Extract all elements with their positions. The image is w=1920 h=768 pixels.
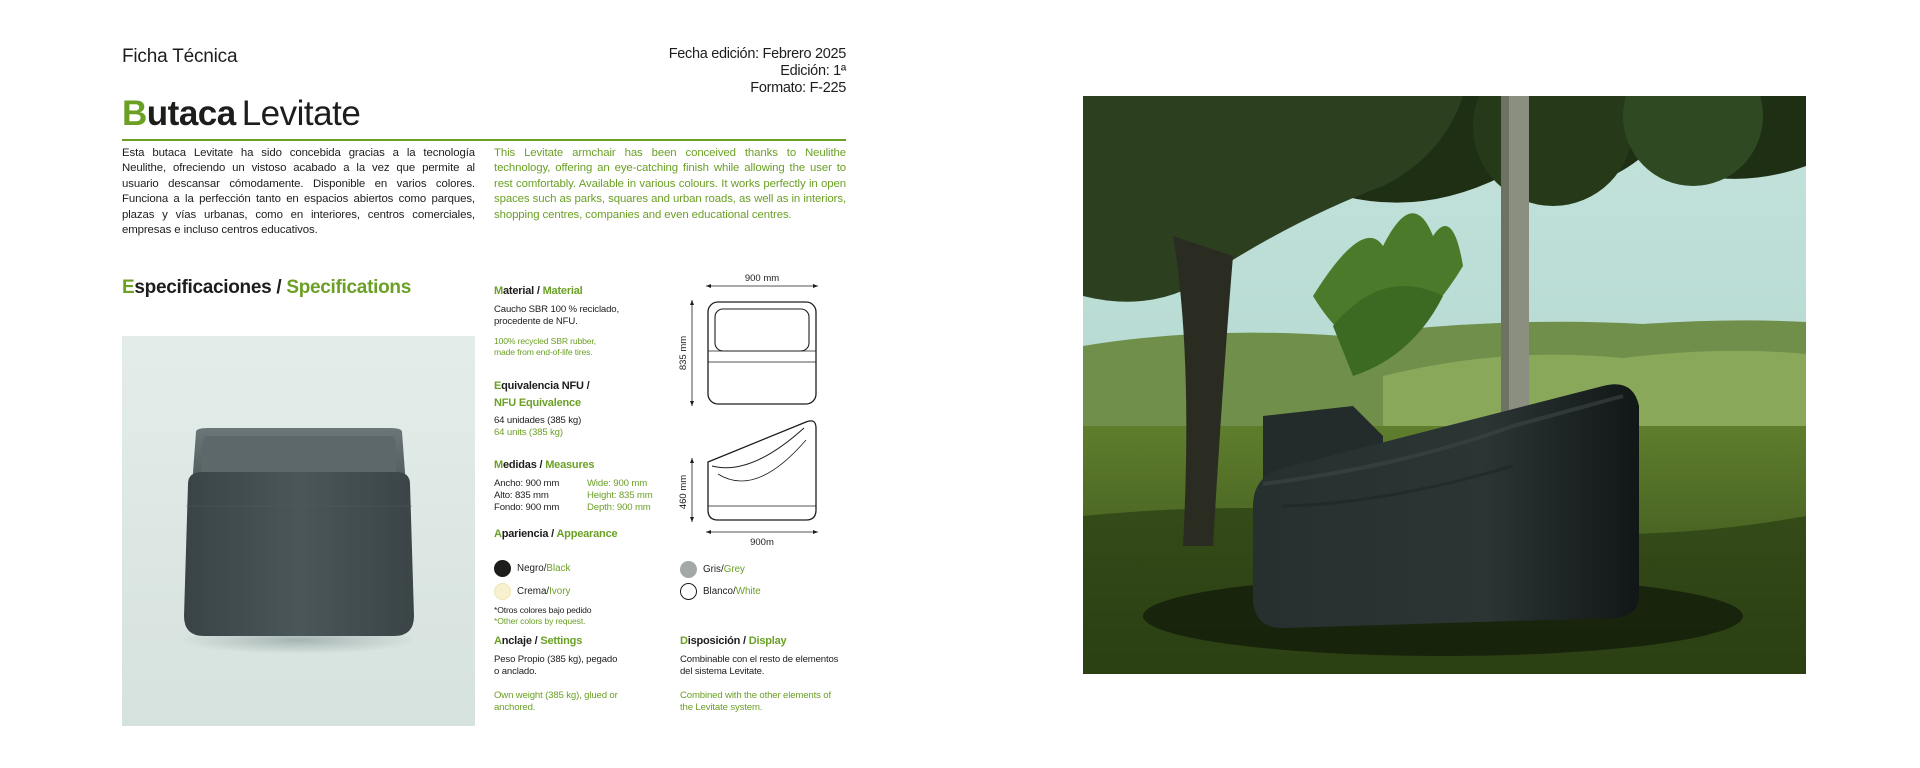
measures-section [494,457,664,514]
outdoor-scene-photo [1083,96,1806,674]
settings-text-es: Peso Propio (385 kg), pegado o anclado. [494,654,618,677]
measures-text-es: Ancho: 900 mm Alto: 835 mm Fondo: 900 mm [494,478,560,513]
side-height-label: 460 mm [678,474,689,510]
intro-text-es: Esta butaca Levitate ha sido concebida gracias a la tecnología Neulithe, ofreciendo un vistoso acabado a la vez que permite al usuario descansar cómodamente. Disponible en varios colores. Funciona a la perfección tanto en espacios abiertos como parques, plazas y vías urbanas, como en interiores, centros comerciales, empresas e incluso centros educativos. [122,147,475,237]
specs-initial: E [122,277,135,298]
title-rule [122,139,846,141]
title-word2: Levitate [241,94,361,133]
measures-heading: Medidas / Measures [494,459,595,471]
nfu-section [494,378,664,439]
material-text-en: 100% recycled SBR rubber, made from end-of-life tires. [494,336,596,357]
top-width-label: 900 mm [744,273,780,284]
color-swatch-black [494,560,511,577]
title-initial: B [122,94,147,133]
material-heading: Material / Material [494,285,583,297]
side-view [708,421,816,520]
technical-drawing [666,270,846,550]
color-option-black: Negro / Black [494,558,570,578]
display-heading: Disposición / Display [680,635,787,647]
product-render-image [122,336,475,726]
display-text-es: Combinable con el resto de elementos del sistema Levitate. [680,654,839,677]
nfu-text-es: 64 unidades (385 kg) [494,415,582,426]
title-word1: utaca [146,94,236,133]
specs-title-en: Specifications [286,277,411,298]
colors-note-es: *Otros colores bajo pedido [494,605,592,615]
front-view [708,302,816,404]
edition-number: Edición: 1ª [780,63,846,79]
settings-section [494,633,664,714]
color-swatch-white [680,583,697,600]
color-swatch-grey [680,561,697,578]
color-option-ivory: Crema / Ivory [494,581,570,601]
specifications-title [122,277,411,299]
color-swatch-ivory [494,583,511,600]
appearance-heading: Apariencia / Appearance [494,528,618,540]
specs-sep: / [271,277,287,298]
colors-note-en: *Other colors by request. [494,616,586,626]
display-section [680,633,850,714]
measures-text-en: Wide: 900 mm Height: 835 mm Depth: 900 mm [587,478,653,513]
format-code: Formato: F-225 [750,80,846,96]
intro-text-en: This Levitate armchair has been conceived thanks to Neulithe technology, offering an eye-catching finish while allowing the user to rest comfortably. Available in various colours. It works perfectly in open spaces such as parks, squares and urban roads, as well as in interiors, shopping centres, companies and even educational centres. [494,147,846,221]
front-height-label: 835 mm [678,335,689,371]
color-option-grey: Gris / Grey [680,559,745,579]
color-option-white: Blanco / White [680,581,761,601]
settings-text-en: Own weight (385 kg), glued or anchored. [494,690,618,713]
document-meta [669,46,846,97]
material-text-es: Caucho SBR 100 % reciclado, procedente de NFU. [494,304,620,327]
edition-date: Fecha edición: Febrero 2025 [668,46,846,62]
document-type: Ficha Técnica [122,46,238,67]
display-text-en: Combined with the other elements of the Levitate system. [680,690,831,713]
specs-title-es: specificaciones [134,277,272,298]
nfu-heading-es: Equivalencia NFU / [494,380,590,392]
product-title [122,94,360,134]
material-section [494,283,664,358]
nfu-heading-en: NFU Equivalence [494,397,581,409]
settings-heading: Anclaje / Settings [494,635,583,647]
appearance-section [494,526,694,543]
nfu-text-en: 64 units (385 kg) [494,427,563,438]
colors-note [494,605,591,627]
side-width-label: 900m [750,537,774,548]
